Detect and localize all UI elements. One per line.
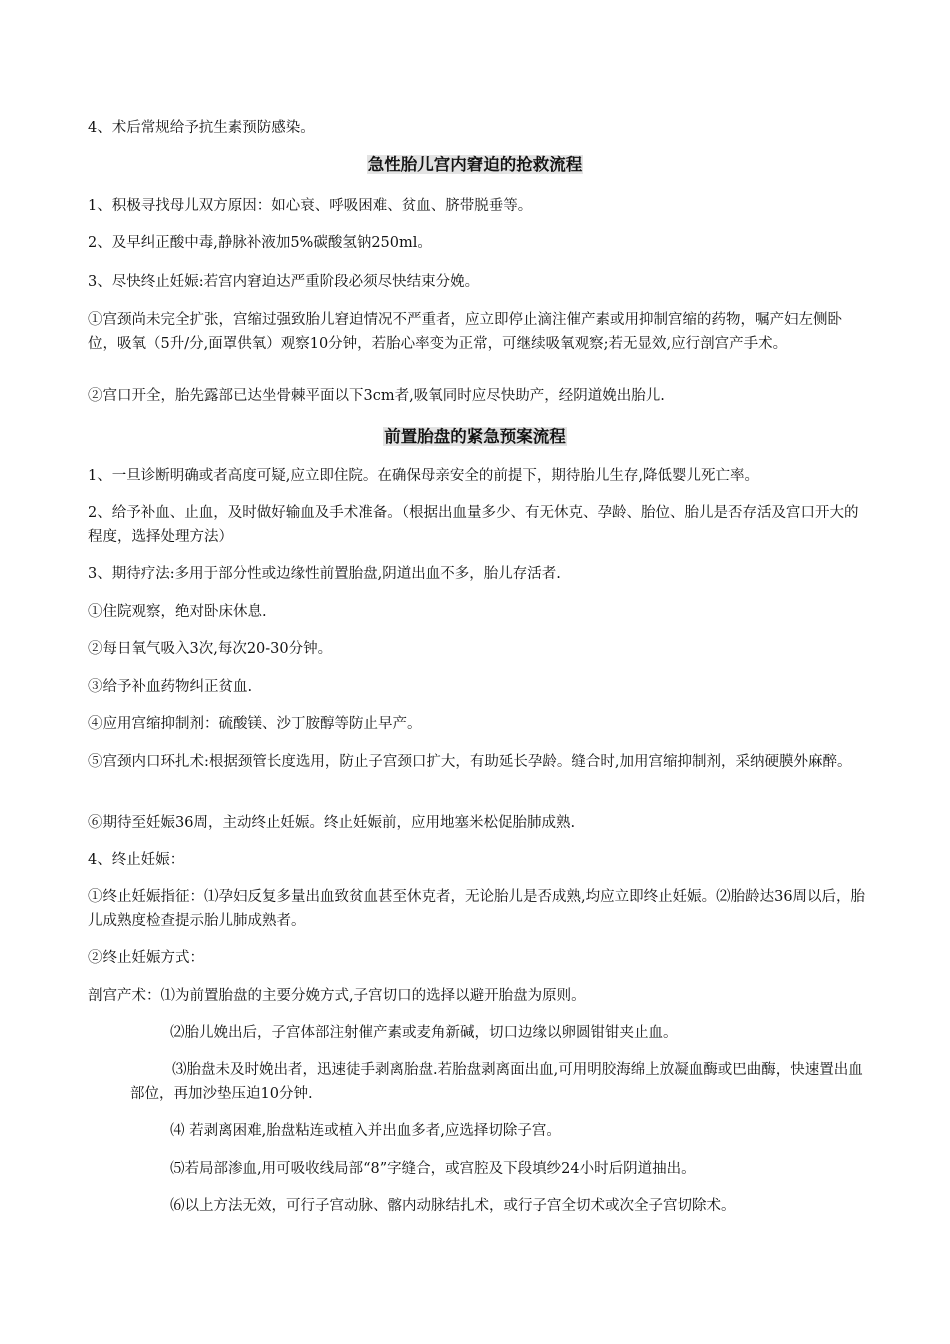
paragraph-3: 3、尽快终止妊娠:若宫内窘迫达严重阶段必须尽快结束分娩。 xyxy=(88,274,480,290)
paragraph-1: 1、积极寻找母儿双方原因：如心衰、呼吸困难、贫血、脐带脱垂等。 xyxy=(88,198,533,214)
paragraph-20: ⑶胎盘未及时娩出者，迅速徒手剥离胎盘.若胎盘剥离面出血,可用明胶海绵上放凝血酶或巴曲酶，快速置出血部位，再加沙垫压迫10分钟. xyxy=(130,1062,863,1102)
paragraph-18: 剖宫产术：⑴为前置胎盘的主要分娩方式,子宫切口的选择以避开胎盘为原则。 xyxy=(88,988,586,1004)
paragraph-21: ⑷ 若剥离困难,胎盘粘连或植入并出血多者,应选择切除子宫。 xyxy=(170,1123,561,1139)
paragraph-5: ②宫口开全，胎先露部已达坐骨棘平面以下3cm者,吸氧同时应尽快助产，经阴道娩出胎儿. xyxy=(88,388,665,404)
paragraph-7: 2、给予补血、止血，及时做好输血及手术准备。（根据出血量多少、有无休克、孕龄、胎位、胎儿是否存活及宫口开大的程度，选择处理方法） xyxy=(88,505,859,545)
paragraph-2: 2、及早纠正酸中毒,静脉补液加5%碳酸氢钠250ml。 xyxy=(88,235,432,251)
heading-text: 前置胎盘的紧急预案流程 xyxy=(384,427,566,446)
paragraph-6: 1、一旦诊断明确或者高度可疑,应立即住院。在确保母亲安全的前提下，期待胎儿生存,降低婴儿死亡率。 xyxy=(88,468,759,484)
paragraph-4: ①宫颈尚未完全扩张，宫缩过强致胎儿窘迫情况不严重者，应立即停止滴注催产素或用抑制宫缩的药物，嘱产妇左侧卧位，吸氧（5升/分,面罩供氧）观察10分钟，若胎心率变为正常，可继续吸氧观察;若无显效,应行剖宫产手术。 xyxy=(88,312,842,352)
section-heading-fetal-distress xyxy=(0,153,950,177)
paragraph-11: ③给予补血药物纠正贫血. xyxy=(88,679,253,695)
paragraph-19: ⑵胎儿娩出后，子宫体部注射催产素或麦角新碱，切口边缘以卵圆钳钳夹止血。 xyxy=(170,1025,678,1041)
paragraph-15: 4、终止妊娠： xyxy=(88,852,185,868)
paragraph-13: ⑤宫颈内口环扎术:根据颈管长度选用，防止子宫颈口扩大，有助延长孕龄。缝合时,加用宫缩抑制剂，采纳硬膜外麻醉。 xyxy=(88,754,852,770)
paragraph-12: ④应用宫缩抑制剂：硫酸镁、沙丁胺醇等防止早产。 xyxy=(88,716,422,732)
paragraph-antibiotics: 4、术后常规给予抗生素预防感染。 xyxy=(88,120,315,136)
paragraph-9: ①住院观察，绝对卧床休息. xyxy=(88,604,267,620)
paragraph-16: ①终止妊娠指征：⑴孕妇反复多量出血致贫血甚至休克者，无论胎儿是否成熟,均应立即终止妊娠。⑵胎龄达36周以后，胎儿成熟度检查提示胎儿肺成熟者。 xyxy=(88,889,866,929)
paragraph-23: ⑹以上方法无效，可行子宫动脉、髂内动脉结扎术，或行子宫全切术或次全子宫切除术。 xyxy=(170,1198,736,1214)
heading-text: 急性胎儿宫内窘迫的抢救流程 xyxy=(367,155,583,174)
paragraph-17: ②终止妊娠方式： xyxy=(88,950,204,966)
paragraph-22: ⑸若局部渗血,用可吸收线局部“8”字缝合，或宫腔及下段填纱24小时后阴道抽出。 xyxy=(170,1161,696,1177)
section-heading-placenta-previa xyxy=(0,425,950,449)
paragraph-8: 3、期待疗法:多用于部分性或边缘性前置胎盘,阴道出血不多，胎儿存活者. xyxy=(88,566,561,582)
paragraph-10: ②每日氧气吸入3次,每次20-30分钟。 xyxy=(88,641,333,657)
paragraph-14: ⑥期待至妊娠36周，主动终止妊娠。终止妊娠前，应用地塞米松促胎肺成熟. xyxy=(88,815,576,831)
